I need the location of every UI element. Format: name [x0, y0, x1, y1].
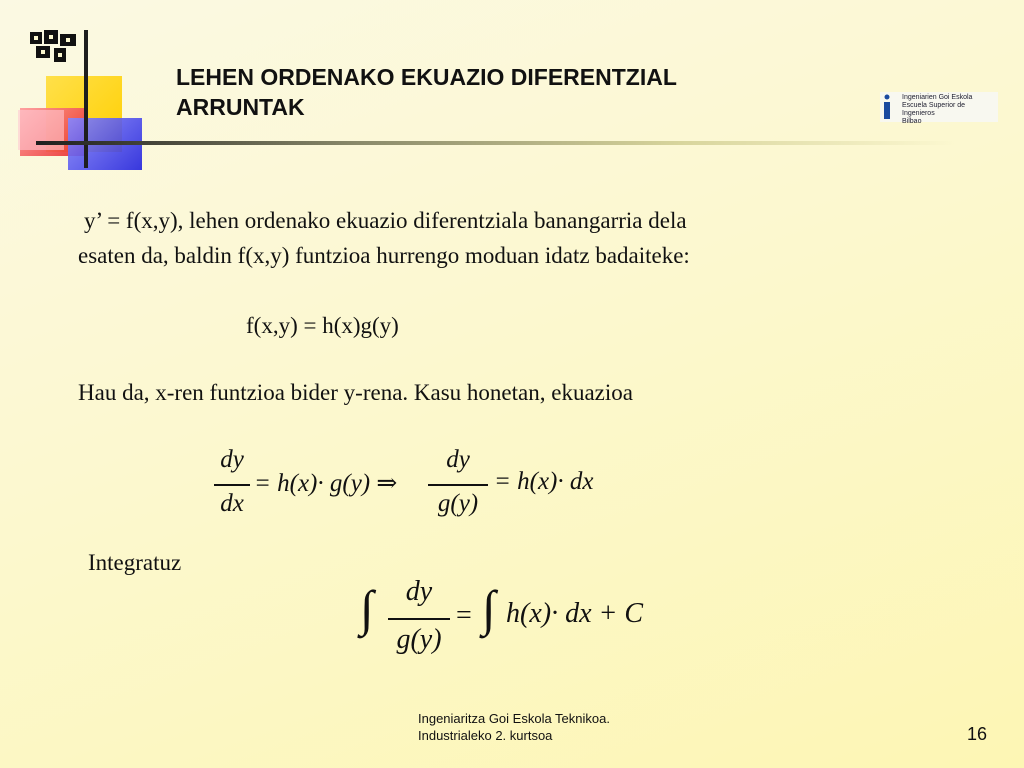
- eq1-frac2-denominator: g(y): [437, 490, 479, 517]
- eq1-frac1-denominator: dx: [220, 490, 244, 517]
- paragraph-2: Hau da, x-ren funtzioa bider y-rena. Kasu honetan, ekuazioa: [78, 380, 633, 405]
- school-logo-line-1: Ingeniarien Goi Eskola: [902, 94, 973, 101]
- eq2-integral-2: ∫: [482, 580, 496, 636]
- university-logo-icon: [28, 28, 80, 68]
- footer-line-1: Ingeniaritza Goi Eskola Teknikoa.: [418, 711, 610, 726]
- eq1-rhs2: = h(x)· dx: [494, 468, 594, 495]
- footer: [418, 710, 610, 744]
- eq2-numerator: dy: [405, 576, 433, 607]
- integratuz-label: Integratuz: [88, 550, 182, 575]
- equation-1: [210, 444, 630, 528]
- school-logo-line-2: Escuela Superior de Ingenieros: [902, 102, 966, 117]
- paragraph-1-line-1: y’ = f(x,y), lehen ordenako ekuazio diferentziala banangarria dela: [84, 208, 687, 233]
- eq2-equals: =: [456, 600, 472, 631]
- school-logo-icon: [882, 94, 892, 120]
- vertical-rule: [84, 30, 88, 168]
- eq2-frac-bar: [388, 618, 450, 620]
- eq1-frac1-bar: [214, 484, 250, 486]
- equation-2: [360, 574, 690, 666]
- title-line-1: LEHEN ORDENAKO EKUAZIO DIFERENTZIAL: [176, 64, 677, 90]
- formula-separable: f(x,y) = h(x)g(y): [246, 313, 399, 338]
- header-rule: [36, 141, 956, 145]
- school-logo-line-3: Bilbao: [902, 118, 922, 125]
- footer-line-2: Industrialeko 2. kurtsoa: [418, 728, 553, 743]
- title-line-2: ARRUNTAK: [176, 94, 305, 120]
- eq1-rhs1: = h(x)· g(y) ⇒: [254, 470, 398, 497]
- paragraph-1-line-2: esaten da, baldin f(x,y) funtzioa hurrengo moduan idatz badaiteke:: [78, 243, 690, 268]
- eq2-rhs: h(x)· dx + C: [506, 598, 644, 629]
- school-logo: [880, 92, 998, 125]
- eq2-integral-1: ∫: [360, 580, 374, 636]
- page-title: [176, 62, 836, 122]
- eq1-frac2-bar: [428, 484, 488, 486]
- page-number: 16: [967, 724, 988, 744]
- eq1-frac1-numerator: dy: [220, 446, 244, 473]
- eq1-frac2-numerator: dy: [446, 446, 470, 473]
- eq2-denominator: g(y): [396, 624, 442, 655]
